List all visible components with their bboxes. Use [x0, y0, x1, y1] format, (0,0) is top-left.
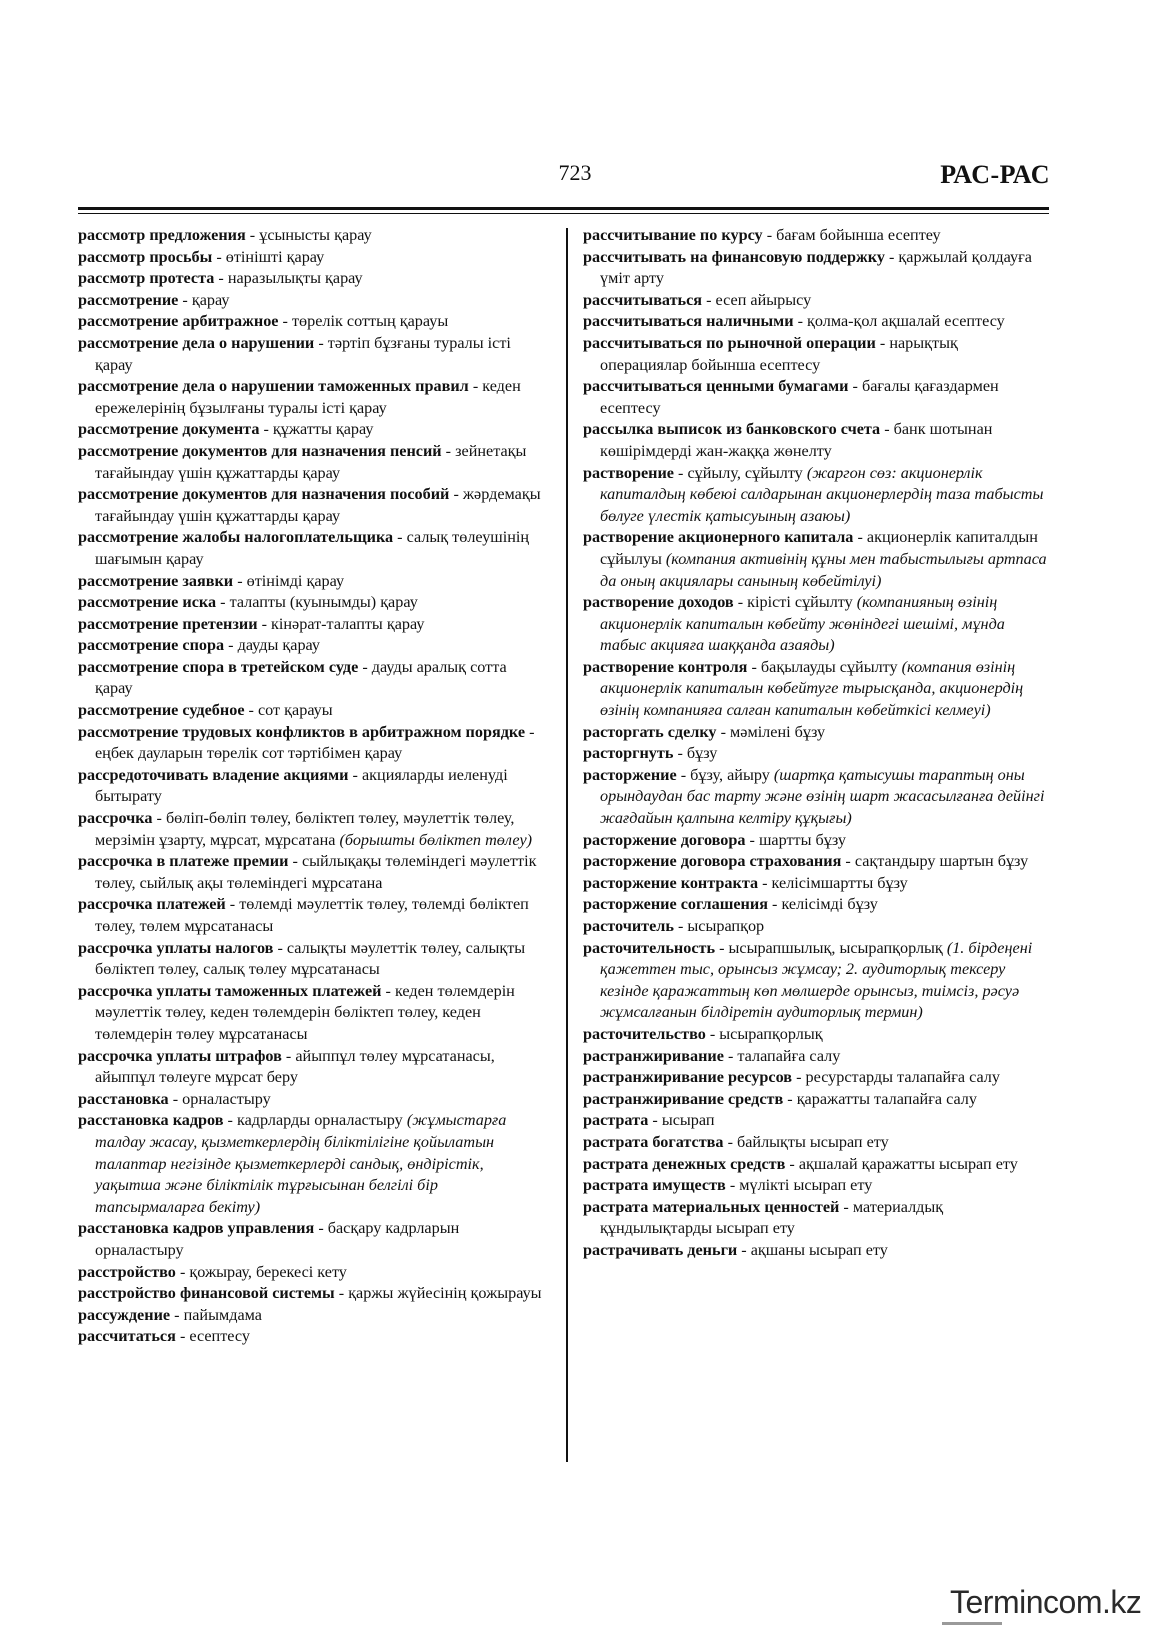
entry-separator: - [178, 290, 192, 309]
entry-term: рассмотрение судебное [78, 701, 245, 720]
header-rule-thin [78, 213, 1049, 214]
entry-separator: - [152, 809, 166, 828]
entry-term: растрата денежных средств [583, 1154, 786, 1173]
entry-definition: наразылықты қарау [227, 269, 363, 288]
entry-definition: дауды қарау [237, 636, 321, 655]
dictionary-entry [78, 1283, 544, 1305]
entry-separator: - [723, 1132, 738, 1151]
dictionary-entry [78, 808, 544, 851]
entry-definition: бақылауды сұйылту [760, 657, 898, 676]
entry-term: растрата материальных ценностей [583, 1197, 840, 1216]
entry-term: расторжение договора страхования [583, 852, 842, 871]
entry-term: растворение [583, 463, 674, 482]
entry-definition: дауды аралық сотта қарау [95, 657, 507, 698]
entry-separator: - [273, 938, 287, 957]
dictionary-entry [583, 916, 1049, 938]
entry-note: (шартқа қатысушы тараптың оны орындаудан бас тарту және өзінің шарт жасасылғанға дейінгі жағдайын қалпына келтіру құқығы) [600, 765, 1045, 828]
running-head: РАС-РАС [940, 160, 1050, 189]
entry-definition: ақшаны ысырап ету [750, 1240, 888, 1259]
entry-term: рассмотрение дела о нарушении таможенных правил [78, 377, 469, 396]
dictionary-entry [78, 938, 544, 981]
entry-term: расстановка кадров [78, 1111, 224, 1130]
column-divider [566, 228, 568, 1462]
entry-term: растрачивать деньги [583, 1240, 738, 1259]
entry-definition: бағам бойынша есептеу [776, 226, 941, 244]
dictionary-entry [583, 657, 1049, 722]
entry-definition: бағалы қағаздармен есептесу [600, 377, 999, 417]
entry-term: расстройство [78, 1262, 176, 1281]
logo-text: Termincom.kz [950, 1584, 1142, 1620]
entry-separator: - [705, 1024, 720, 1043]
entry-separator: - [212, 247, 226, 266]
entry-definition: кеден төлемдерін мәулеттік төлеу, кеден төлемдерін бөліктеп төлеу, кеден төлемдерін төлеу мұрсатанасы [95, 981, 515, 1043]
entry-definition: акционерлік капиталдын сұйылуы [600, 528, 1038, 568]
entry-term: рассмотрение заявки [78, 571, 234, 590]
entry-separator: - [880, 420, 894, 439]
entry-term: растрата [583, 1111, 649, 1130]
dictionary-entry [583, 830, 1049, 852]
entry-note: (жұмыстарға талдау жасау, қызметкерлердің біліктілігіне қойылатын талаптар негізінде қызметкерлерді сандық, өндірістік, уақытша және біліктілік тұрғысынан белгілі бір тапсырмаларға бекіту) [95, 1111, 507, 1216]
entry-separator: - [281, 1046, 296, 1065]
dictionary-entry [583, 592, 1049, 657]
dictionary-entry [78, 333, 544, 376]
entry-definition: пайымдама [183, 1305, 262, 1324]
entry-term: расторжение соглашения [583, 895, 768, 914]
entry-separator: - [334, 1284, 349, 1303]
termincom-logo [942, 1584, 1152, 1628]
entry-term: рассмотрение документа [78, 420, 260, 439]
entry-definition: ресурстарды талапайға салу [805, 1068, 1000, 1087]
dictionary-entry [78, 614, 544, 636]
entry-definition: талапайға салу [737, 1046, 841, 1065]
dictionary-entry [78, 247, 544, 269]
entry-term: рассмотрение дела о нарушении [78, 333, 315, 352]
entry-definition: орналастыру [182, 1089, 271, 1108]
dictionary-entry [583, 938, 1049, 1024]
entry-term: расторгать сделку [583, 722, 717, 741]
dictionary-entry [583, 894, 1049, 916]
entry-separator: - [673, 744, 687, 763]
entry-separator: - [716, 722, 731, 741]
entry-definition: кінәрат-талапты қарау [271, 614, 425, 633]
dictionary-entry [78, 419, 544, 441]
entry-definition: қарау [191, 290, 230, 309]
dictionary-entry [78, 290, 544, 312]
entry-separator: - [278, 312, 292, 331]
entry-separator: - [525, 722, 535, 741]
entry-separator: - [175, 1327, 190, 1346]
entry-term: расстройство финансовой системы [78, 1284, 335, 1303]
dictionary-entry [583, 1024, 1049, 1046]
entry-separator: - [747, 657, 761, 676]
entry-term: рассмотрение документов для назначения пособий [78, 485, 450, 504]
entry-separator: - [259, 420, 273, 439]
entry-definition: қаржылай қолдауға үміт арту [600, 247, 1032, 288]
entry-separator: - [673, 917, 688, 935]
entry-separator: - [875, 333, 890, 352]
dictionary-entry [78, 894, 544, 937]
entry-separator: - [393, 528, 407, 547]
entry-definition: салықты мәулеттік төлеу, салықты бөліктеп төлеу, салық төлеу мұрсатанасы [95, 938, 526, 979]
entry-separator: - [723, 1046, 738, 1065]
entry-term: растранжиривание [583, 1046, 724, 1065]
entry-term: растворение доходов [583, 593, 734, 612]
entry-term: рассуждение [78, 1305, 171, 1324]
dictionary-entry [583, 1154, 1049, 1176]
entry-separator: - [676, 765, 691, 784]
dictionary-entry [78, 657, 544, 700]
entry-term: рассмотрение спора в третейском суде [78, 657, 359, 676]
entry-separator: - [223, 1111, 237, 1130]
entry-term: растворение акционерного капитала [583, 528, 854, 547]
entry-definition: акцияларды иеленуді бытырату [95, 765, 508, 806]
entry-term: рассчитываться [583, 290, 703, 309]
dictionary-entry [78, 441, 544, 484]
entry-separator: - [648, 1111, 662, 1130]
entry-term: растранжиривание ресурсов [583, 1068, 793, 1087]
entry-separator: - [715, 938, 729, 957]
entry-separator: - [792, 1068, 806, 1087]
dictionary-entry [78, 1089, 544, 1111]
entry-separator: - [767, 895, 782, 914]
entry-term: рассрочка платежей [78, 895, 226, 914]
entry-note: (1. бірдеңені қажеттен тыс, орынсыз жұмсау; 2. аудиторлық тексеру кезінде қаражаттың көп мөлшерде орынсыз, тиімсіз, рәсуә жұмсалғанын білдіретін аудиторлық термин) [600, 938, 1033, 1022]
entry-definition: бұзу, айыру [690, 765, 770, 784]
entry-separator: - [758, 873, 772, 892]
entry-term: растрата богатства [583, 1132, 724, 1151]
entry-separator: - [737, 1240, 751, 1259]
entry-term: рассмотрение жалобы налогоплательщика [78, 528, 394, 547]
entry-separator: - [725, 1176, 740, 1195]
entry-definition: байлықты ысырап ету [737, 1132, 889, 1151]
entry-separator: - [358, 657, 372, 676]
entry-separator: - [785, 1154, 799, 1173]
entry-term: рассмотрение документов для назначения пенсий [78, 441, 442, 460]
entry-term: расточительность [583, 938, 716, 957]
entry-separator: - [745, 830, 759, 849]
entry-term: расторжение договора [583, 830, 746, 849]
entry-definition: қолма-қол ақшалай есептесу [807, 312, 1005, 331]
entry-definition: шартты бұзу [758, 830, 847, 849]
dictionary-entry [78, 1046, 544, 1089]
entry-separator: - [175, 1262, 190, 1281]
entry-definition: кадрларды орналастыру [236, 1111, 403, 1130]
entry-definition: мәмілені бұзу [730, 722, 826, 741]
entry-term: рассчитывание по курсу [583, 226, 763, 244]
entry-term: расторжение контракта [583, 873, 759, 892]
entry-term: расстановка [78, 1089, 169, 1108]
entry-definition: сот қарауы [257, 701, 333, 720]
entry-term: рассмотр предложения [78, 226, 246, 244]
entry-note: (борышты бөліктеп төлеу) [339, 830, 533, 849]
dictionary-entry [583, 722, 1049, 744]
entry-definition: еңбек дауларын төрелік сот тәртібімен қарау [95, 744, 403, 763]
entry-separator: - [170, 1305, 184, 1324]
entry-definition: сақтандыру шартын бұзу [854, 852, 1029, 871]
entry-definition: төлемді мәулеттік төлеу, төлемді бөліктеп төлеу, төлем мұрсатанасы [95, 895, 529, 935]
entry-separator: - [884, 247, 899, 266]
entry-term: растворение контроля [583, 657, 748, 676]
dictionary-entry [583, 1089, 1049, 1111]
entry-term: рассчитываться по рыночной операции [583, 333, 876, 352]
entry-definition: кеден ережелерінің бұзылғаны туралы істі қарау [95, 377, 521, 417]
entry-definition: қаржы жүйесінің қожырауы [348, 1284, 542, 1303]
entry-definition: бөліп-бөліп төлеу, бөліктеп төлеу, мәулеттік төлеу, мерзімін ұзарту, мұрсат, мұрсатана [95, 809, 515, 849]
header-rule-thick [78, 207, 1049, 210]
dictionary-entry [583, 1110, 1049, 1132]
entry-definition: бұзу [686, 744, 718, 763]
entry-definition: жәрдемақы тағайындау үшін құжаттарды қарау [95, 485, 541, 525]
entry-definition: зейнетақы тағайындау үшін құжаттарды қарау [95, 441, 527, 482]
entry-term: рассмотр просьбы [78, 247, 213, 266]
entry-term: рассмотрение претензии [78, 614, 258, 633]
entry-definition: есеп айырысу [715, 290, 812, 309]
entry-separator: - [168, 1089, 183, 1108]
entry-definition: тәртіп бұзғаны туралы істі қарау [95, 333, 511, 374]
dictionary-entry [583, 1240, 1049, 1262]
entry-definition: төрелік соттың қарауы [291, 312, 449, 331]
entry-definition: салық төлеушінің шағымын қарау [95, 528, 530, 568]
dictionary-entry [583, 419, 1049, 462]
entry-separator: - [381, 981, 395, 1000]
entry-separator: - [853, 528, 867, 547]
dictionary-entry [583, 527, 1049, 592]
entry-definition: сыйлықақы төлеміндегі мәулеттік төлеу, сыйлық ақы төлеміндегі мұрсатана [95, 852, 537, 892]
entry-definition: қожырау, берекесі кету [189, 1262, 347, 1281]
entry-separator: - [468, 377, 483, 396]
dictionary-entry [78, 225, 544, 247]
dictionary-entry [78, 1326, 544, 1348]
entry-separator: - [702, 290, 716, 309]
entry-term: расстановка кадров управления [78, 1219, 315, 1238]
entry-note: (жаргон сөз: акционерлік капиталдың көбеюі салдарынан акционерлердің таза табысты бөлуге үлестік қатысуының азаюы) [600, 463, 1044, 525]
entry-definition: келісімді бұзу [781, 895, 878, 914]
entry-term: рассылка выписок из банковского счета [583, 420, 881, 439]
entry-definition: есептесу [189, 1327, 250, 1346]
entry-term: рассрочка в платеже премии [78, 852, 289, 871]
dictionary-entry [78, 311, 544, 333]
entry-separator: - [245, 226, 260, 244]
dictionary-entry [583, 1067, 1049, 1089]
entry-definition: басқару кадрларын орналастыру [95, 1219, 460, 1259]
entry-term: рассмотрение арбитражное [78, 312, 279, 331]
entry-definition: келісімшартты бұзу [771, 873, 908, 892]
dictionary-entry [583, 1175, 1049, 1197]
dictionary-entry [78, 376, 544, 419]
entry-separator: - [733, 593, 748, 612]
dictionary-entry [78, 592, 544, 614]
dictionary-entry [78, 268, 544, 290]
dictionary-entry [583, 1132, 1049, 1154]
entry-separator: - [839, 1197, 853, 1216]
entry-separator: - [244, 701, 258, 720]
dictionary-entry [583, 743, 1049, 765]
dictionary-entry [583, 225, 1049, 247]
entry-separator: - [314, 333, 328, 352]
entry-separator: - [257, 614, 272, 633]
entry-definition: сұйылу, сұйылту [687, 463, 803, 482]
entry-term: рассмотрение трудовых конфликтов в арбитражном порядке [78, 722, 526, 741]
entry-note: (компания активінің құны мен табыстылығы артпаса да оның акциялары санының көбейтілуі) [600, 549, 1047, 590]
entry-separator: - [214, 269, 228, 288]
entry-definition: кірісті сұйылту [747, 593, 853, 612]
entry-definition: ысырапқорлық [719, 1024, 823, 1043]
dictionary-entry [78, 571, 544, 593]
dictionary-entry [583, 1046, 1049, 1068]
page-number: 723 [558, 160, 592, 185]
dictionary-entry [78, 635, 544, 657]
dictionary-entry [78, 1262, 544, 1284]
entry-definition: ысырапшылық, ысырапқорлық [728, 938, 943, 957]
dictionary-entry [583, 311, 1049, 333]
entry-term: растранжиривание средств [583, 1089, 784, 1108]
dictionary-entry [78, 981, 544, 1046]
entry-term: рассрочка [78, 809, 153, 828]
dictionary-entry [583, 463, 1049, 528]
dictionary-entry [78, 1218, 544, 1261]
entry-separator: - [762, 226, 777, 244]
entry-term: рассчитываться наличными [583, 312, 794, 331]
dictionary-entry [583, 290, 1049, 312]
dictionary-entry [583, 851, 1049, 873]
entry-term: рассрочка уплаты штрафов [78, 1046, 282, 1065]
dictionary-entry [78, 527, 544, 570]
dictionary-entry [583, 376, 1049, 419]
entry-term: рассредоточивать владение акциями [78, 765, 349, 784]
entry-term: растрата имуществ [583, 1176, 726, 1195]
entry-separator: - [225, 895, 240, 914]
entry-definition: өтінішті қарау [225, 247, 325, 266]
entry-term: расточительство [583, 1024, 706, 1043]
entry-term: рассмотрение спора [78, 636, 225, 655]
entry-term: рассмотр протеста [78, 269, 215, 288]
entry-definition: нарықтық операциялар бойынша есептесу [600, 333, 958, 374]
logo-bar [942, 1622, 1002, 1625]
entry-definition: ақшалай қаражатты ысырап ету [798, 1154, 1018, 1173]
entry-term: рассрочка уплаты таможенных платежей [78, 981, 382, 1000]
dictionary-entry [78, 484, 544, 527]
entry-note: (компания өзінің акционерлік капиталын көбейтуге тырысқанда, акционердің өзінің компанияға салған капиталын көбейткісі келмеуі) [600, 657, 1024, 720]
dictionary-entry [78, 1305, 544, 1327]
dictionary-entry [583, 333, 1049, 376]
entry-separator: - [673, 463, 688, 482]
entry-term: рассрочка уплаты налогов [78, 938, 274, 957]
right-column [583, 225, 1049, 1262]
dictionary-entry [78, 700, 544, 722]
entry-separator: - [224, 636, 238, 655]
entry-term: рассчитывать на финансовую поддержку [583, 247, 885, 266]
entry-definition: қаражатты талапайға салу [796, 1089, 977, 1108]
entry-separator: - [348, 765, 362, 784]
entry-separator: - [449, 485, 463, 504]
entry-separator: - [793, 312, 808, 331]
entry-term: расторжение [583, 765, 677, 784]
dictionary-entry [583, 1197, 1049, 1240]
entry-definition: талапты (куынымды) қарау [229, 593, 418, 612]
entry-separator: - [441, 441, 456, 460]
entry-definition: материалдық құндылықтарды ысырап ету [600, 1197, 944, 1238]
dictionary-entry [78, 722, 544, 765]
entry-term: рассмотрение иска [78, 593, 217, 612]
dictionary-entry [583, 247, 1049, 290]
entry-separator: - [216, 593, 230, 612]
dictionary-entry [78, 765, 544, 808]
entry-definition: банк шотынан көшірімдерді жан-жаққа жөнелту [600, 420, 993, 460]
entry-separator: - [314, 1219, 328, 1238]
entry-definition: ұсынысты қарау [259, 226, 372, 244]
dictionary-entry [78, 851, 544, 894]
entry-term: рассчитаться [78, 1327, 176, 1346]
dictionary-entry [583, 873, 1049, 895]
entry-term: расторгнуть [583, 744, 674, 763]
entry-term: расточитель [583, 917, 674, 935]
left-column [78, 225, 544, 1348]
entry-separator: - [841, 852, 855, 871]
entry-note: (компанияның өзінің акционерлік капиталын көбейту жөніндегі шешімі, мұнда табыс акцияға шаққанда азаяды) [600, 593, 1005, 655]
entry-definition: өтінімді қарау [246, 571, 345, 590]
entry-definition: айыппұл төлеу мұрсатанасы, айыппұл төлеуге мұрсат беру [95, 1046, 495, 1087]
dictionary-entry [583, 765, 1049, 830]
dictionary-entry [78, 1110, 544, 1218]
entry-term: рассмотрение [78, 290, 179, 309]
entry-definition: ысырапқор [687, 917, 765, 935]
entry-separator: - [848, 377, 862, 396]
entry-separator: - [783, 1089, 797, 1108]
entry-term: рассчитываться ценными бумагами [583, 377, 849, 396]
entry-definition: ысырап [661, 1111, 715, 1130]
entry-separator: - [288, 852, 302, 871]
entry-definition: мүлікті ысырап ету [739, 1176, 873, 1195]
entry-definition: құжатты қарау [272, 420, 374, 439]
entry-separator: - [233, 571, 247, 590]
